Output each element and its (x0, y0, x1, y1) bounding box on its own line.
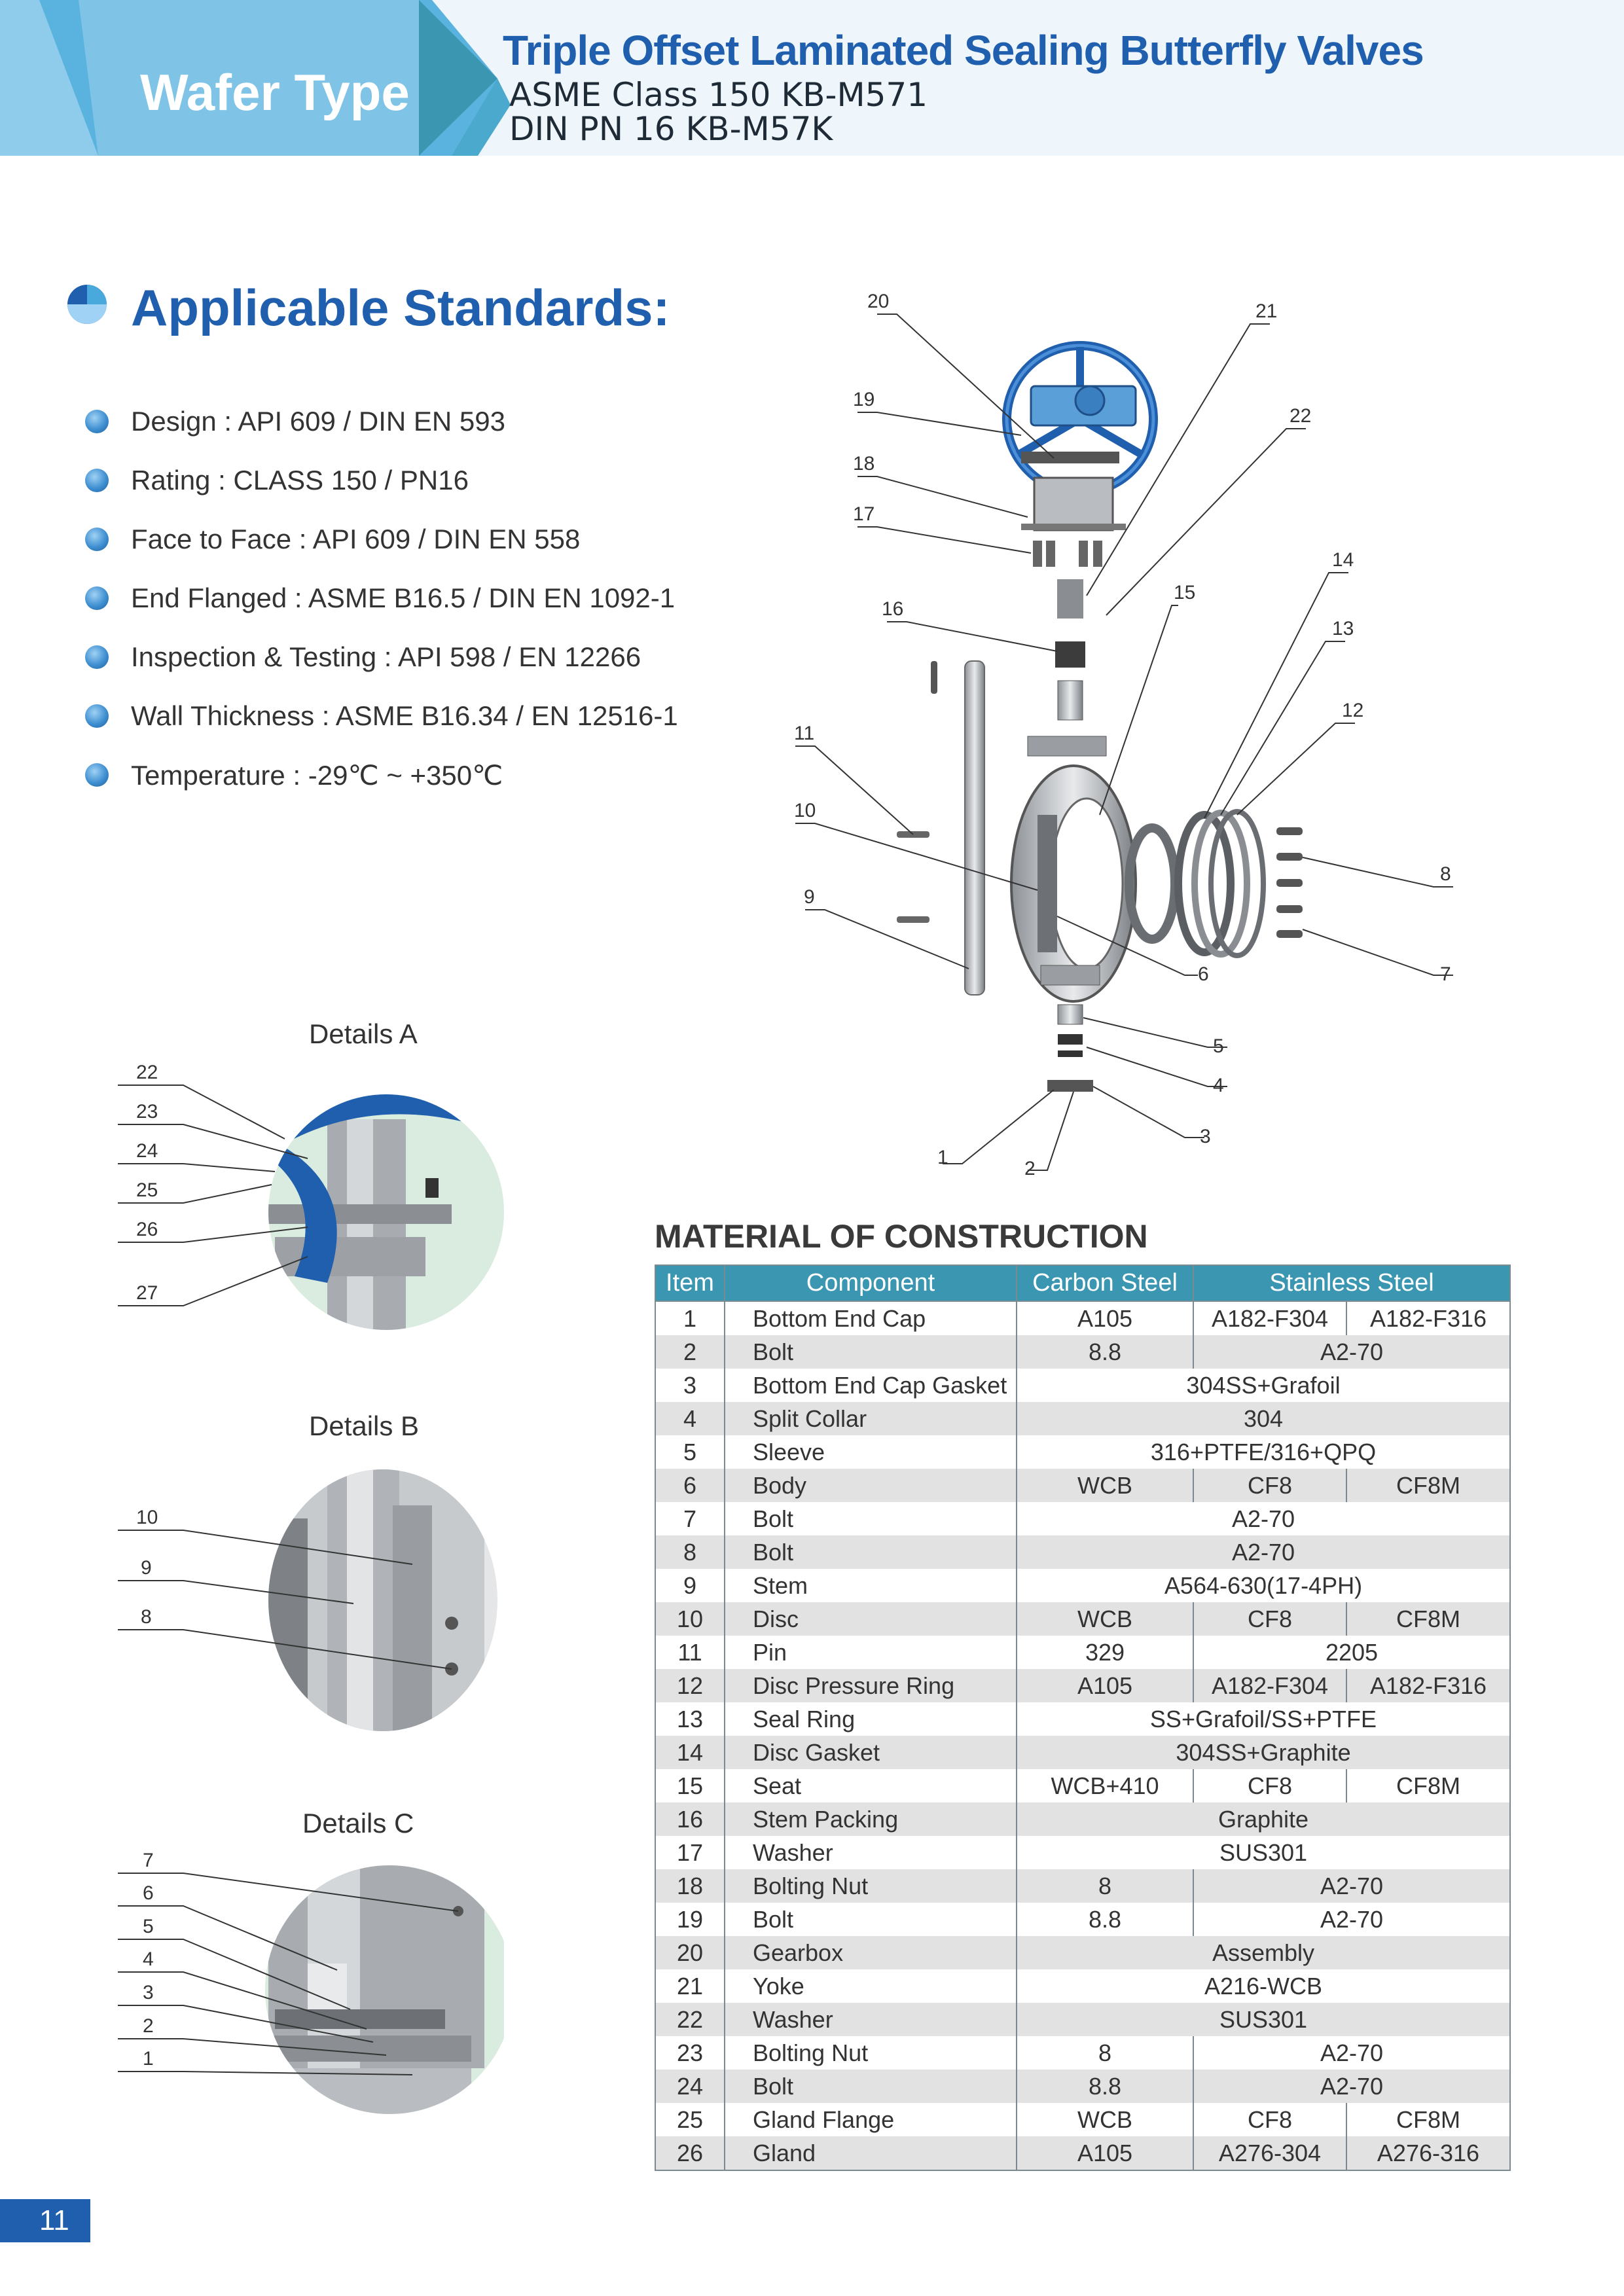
detail-callout: 8 (141, 1606, 152, 1628)
stainless-steel-cell: 2205 (1193, 1636, 1510, 1669)
detail-callout: 2 (143, 2015, 154, 2037)
item-cell: 10 (655, 1602, 725, 1636)
detail-callout: 24 (136, 1140, 158, 1162)
material-title: MATERIAL OF CONSTRUCTION (655, 1218, 1148, 1255)
carbon-steel-cell: 329 (1017, 1636, 1193, 1669)
table-row (655, 1636, 1510, 1669)
item-cell: 18 (655, 1869, 725, 1903)
detail-callout: 23 (136, 1101, 158, 1122)
component-cell: Yoke (725, 1969, 1017, 2003)
header-stainless-steel: Stainless Steel (1193, 1265, 1510, 1301)
component-cell: Gland Flange (725, 2103, 1017, 2136)
detail-callout: 25 (136, 1179, 158, 1201)
material-cell: A564-630(17-4PH) (1017, 1569, 1510, 1602)
item-cell: 2 (655, 1335, 725, 1369)
table-row (655, 2070, 1510, 2103)
diagram-callout: 17 (853, 503, 875, 525)
diagram-callout: 8 (1440, 863, 1451, 885)
item-cell: 8 (655, 1535, 725, 1569)
stainless-316-cell: CF8M (1346, 1469, 1510, 1502)
material-table-body (655, 1301, 1510, 2170)
diagram-callout: 3 (1200, 1126, 1211, 1147)
material-cell: 316+PTFE/316+QPQ (1017, 1435, 1510, 1469)
standard-item: Design : API 609 / DIN EN 593 (85, 402, 505, 441)
item-cell: 20 (655, 1936, 725, 1969)
diagram-callout: 1 (937, 1147, 948, 1168)
component-cell: Bolting Nut (725, 2036, 1017, 2070)
valve-body (1011, 736, 1136, 1001)
table-row (655, 1969, 1510, 2003)
material-cell: SUS301 (1017, 2003, 1510, 2036)
component-cell: Washer (725, 1836, 1017, 1869)
table-row (655, 2036, 1510, 2070)
page-title: Triple Offset Laminated Sealing Butterfly Valves (503, 27, 1424, 74)
stainless-316-cell: A276-316 (1346, 2136, 1510, 2170)
table-row (655, 1502, 1510, 1535)
item-cell: 21 (655, 1969, 725, 2003)
item-cell: 26 (655, 2136, 725, 2170)
component-cell: Washer (725, 2003, 1017, 2036)
model-line-asme: ASME Class 150 KB-M571 (509, 76, 928, 114)
item-cell: 12 (655, 1669, 725, 1702)
item-cell: 23 (655, 2036, 725, 2070)
component-cell: Sleeve (725, 1435, 1017, 1469)
detail-callout: 7 (143, 1850, 154, 1871)
handwheel-gearbox (1007, 346, 1153, 492)
table-row (655, 1335, 1510, 1369)
item-cell: 6 (655, 1469, 725, 1502)
diagram-callout: 9 (804, 886, 815, 908)
diagram-callout: 15 (1174, 582, 1196, 603)
stainless-steel-cell: A2-70 (1193, 2036, 1510, 2070)
stainless-304-cell: CF8 (1193, 1769, 1346, 1803)
stainless-304-cell: A182-F304 (1193, 1301, 1346, 1335)
standard-item: End Flanged : ASME B16.5 / DIN EN 1092-1 (85, 579, 675, 618)
detail-callout: 22 (136, 1062, 158, 1083)
standards-title: Applicable Standards: (131, 279, 670, 336)
item-cell: 14 (655, 1736, 725, 1769)
section-circle-icon (65, 283, 109, 326)
standard-item: Rating : CLASS 150 / PN16 (85, 461, 469, 500)
material-cell: A2-70 (1017, 1535, 1510, 1569)
material-cell: Assembly (1017, 1936, 1510, 1969)
material-cell: SS+Grafoil/SS+PTFE (1017, 1702, 1510, 1736)
material-cell: 304 (1017, 1402, 1510, 1435)
diagram-callout: 18 (853, 453, 875, 475)
item-cell: 9 (655, 1569, 725, 1602)
carbon-steel-cell: WCB+410 (1017, 1769, 1193, 1803)
table-row (655, 1535, 1510, 1569)
bullet-icon (85, 704, 109, 728)
component-cell: Split Collar (725, 1402, 1017, 1435)
carbon-steel-cell: A105 (1017, 1669, 1193, 1702)
diagram-callout: 22 (1290, 405, 1312, 427)
model-line-din: DIN PN 16 KB-M57K (509, 110, 833, 148)
detail-callout: 1 (143, 2048, 154, 2070)
item-cell: 24 (655, 2070, 725, 2103)
detail-callout: 9 (141, 1557, 152, 1579)
diagram-callout: 4 (1213, 1075, 1224, 1096)
details-a-graphic (111, 1060, 504, 1348)
table-row (655, 1836, 1510, 1869)
item-cell: 13 (655, 1702, 725, 1736)
table-row (655, 1736, 1510, 1769)
exploded-valve-diagram (772, 288, 1492, 1198)
carbon-steel-cell: WCB (1017, 2103, 1193, 2136)
table-row (655, 2003, 1510, 2036)
detail-callout: 27 (136, 1282, 158, 1304)
carbon-steel-cell: A105 (1017, 2136, 1193, 2170)
table-row (655, 1769, 1510, 1803)
header-carbon-steel: Carbon Steel (1017, 1265, 1193, 1301)
bullet-icon (85, 410, 109, 433)
table-row (655, 1936, 1510, 1969)
item-cell: 3 (655, 1369, 725, 1402)
material-cell: A2-70 (1017, 1502, 1510, 1535)
diagram-callout: 10 (794, 800, 816, 821)
item-cell: 15 (655, 1769, 725, 1803)
component-cell: Bolt (725, 1502, 1017, 1535)
section-label: Wafer Type (140, 63, 410, 121)
stainless-304-cell: CF8 (1193, 1469, 1346, 1502)
carbon-steel-cell: 8.8 (1017, 1903, 1193, 1936)
page-number: 11 (39, 2204, 69, 2236)
details-c-title: Details C (302, 1808, 414, 1839)
details-b-graphic (111, 1453, 504, 1748)
diagram-callout: 16 (882, 598, 904, 620)
stainless-316-cell: CF8M (1346, 1602, 1510, 1636)
component-cell: Bolt (725, 2070, 1017, 2103)
table-row (655, 1402, 1510, 1435)
details-b-title: Details B (309, 1410, 420, 1441)
diagram-callout: 13 (1332, 618, 1354, 639)
bullet-icon (85, 469, 109, 492)
carbon-steel-cell: 8 (1017, 2036, 1193, 2070)
stainless-316-cell: CF8M (1346, 1769, 1510, 1803)
item-cell: 17 (655, 1836, 725, 1869)
stainless-316-cell: CF8M (1346, 2103, 1510, 2136)
component-cell: Pin (725, 1636, 1017, 1669)
material-cell: 304SS+Graphite (1017, 1736, 1510, 1769)
diagram-callout: 20 (867, 291, 890, 312)
table-row (655, 1569, 1510, 1602)
component-cell: Stem (725, 1569, 1017, 1602)
component-cell: Body (725, 1469, 1017, 1502)
item-cell: 1 (655, 1301, 725, 1335)
carbon-steel-cell: A105 (1017, 1301, 1193, 1335)
details-a-title: Details A (309, 1018, 418, 1049)
details-c-graphic (111, 1846, 504, 2121)
stainless-steel-cell: A2-70 (1193, 1869, 1510, 1903)
item-cell: 16 (655, 1803, 725, 1836)
carbon-steel-cell: 8 (1017, 1869, 1193, 1903)
component-cell: Bottom End Cap Gasket (725, 1369, 1017, 1402)
table-row (655, 1903, 1510, 1936)
bullet-icon (85, 763, 109, 787)
item-cell: 22 (655, 2003, 725, 2036)
table-row (655, 2103, 1510, 2136)
diagram-callout: 12 (1342, 700, 1364, 721)
stainless-316-cell: A182-F316 (1346, 1669, 1510, 1702)
table-row (655, 2136, 1510, 2170)
bullet-icon (85, 528, 109, 551)
component-cell: Disc (725, 1602, 1017, 1636)
stainless-316-cell: A182-F316 (1346, 1301, 1510, 1335)
header-item: Item (655, 1265, 725, 1301)
bullet-icon (85, 645, 109, 669)
diagram-callout: 7 (1440, 963, 1451, 985)
component-cell: Bolt (725, 1535, 1017, 1569)
component-cell: Gearbox (725, 1936, 1017, 1969)
item-cell: 25 (655, 2103, 725, 2136)
detail-callout: 5 (143, 1916, 154, 1937)
item-cell: 19 (655, 1903, 725, 1936)
material-cell: Graphite (1017, 1803, 1510, 1836)
material-table (655, 1265, 1511, 2171)
stainless-steel-cell: A2-70 (1193, 1903, 1510, 1936)
component-cell: Stem Packing (725, 1803, 1017, 1836)
component-cell: Bolting Nut (725, 1869, 1017, 1903)
detail-callout: 6 (143, 1882, 154, 1904)
component-cell: Seal Ring (725, 1702, 1017, 1736)
carbon-steel-cell: WCB (1017, 1602, 1193, 1636)
diagram-callout: 2 (1024, 1158, 1036, 1179)
item-cell: 11 (655, 1636, 725, 1669)
table-row (655, 1369, 1510, 1402)
component-cell: Seat (725, 1769, 1017, 1803)
stainless-304-cell: A182-F304 (1193, 1669, 1346, 1702)
table-row (655, 1435, 1510, 1469)
material-cell: SUS301 (1017, 1836, 1510, 1869)
item-cell: 4 (655, 1402, 725, 1435)
detail-callout: 3 (143, 1982, 154, 2003)
material-cell: 304SS+Grafoil (1017, 1369, 1510, 1402)
component-cell: Disc Pressure Ring (725, 1669, 1017, 1702)
detail-callout: 4 (143, 1948, 154, 1970)
table-row (655, 1869, 1510, 1903)
standard-item: Temperature : -29℃ ~ +350℃ (85, 755, 503, 795)
diagram-callout: 19 (853, 389, 875, 410)
component-cell: Disc Gasket (725, 1736, 1017, 1769)
bullet-icon (85, 586, 109, 610)
table-row (655, 1301, 1510, 1335)
standard-item: Face to Face : API 609 / DIN EN 558 (85, 520, 580, 559)
component-cell: Bolt (725, 1335, 1017, 1369)
diagram-callout: 21 (1255, 300, 1278, 322)
table-row (655, 1602, 1510, 1636)
table-row (655, 1803, 1510, 1836)
material-cell: A216-WCB (1017, 1969, 1510, 2003)
carbon-steel-cell: 8.8 (1017, 1335, 1193, 1369)
component-cell: Bolt (725, 1903, 1017, 1936)
carbon-steel-cell: 8.8 (1017, 2070, 1193, 2103)
diagram-callout: 11 (794, 723, 815, 744)
standard-item: Inspection & Testing : API 598 / EN 12266 (85, 637, 641, 677)
standard-item: Wall Thickness : ASME B16.34 / EN 12516-1 (85, 696, 678, 736)
table-row (655, 1669, 1510, 1702)
stainless-steel-cell: A2-70 (1193, 2070, 1510, 2103)
component-cell: Bottom End Cap (725, 1301, 1017, 1335)
item-cell: 5 (655, 1435, 725, 1469)
detail-callout: 26 (136, 1219, 158, 1240)
table-header-row (655, 1265, 1510, 1301)
diagram-callout: 6 (1198, 963, 1209, 985)
stainless-304-cell: CF8 (1193, 1602, 1346, 1636)
stainless-steel-cell: A2-70 (1193, 1335, 1510, 1369)
diagram-callout: 5 (1213, 1035, 1224, 1057)
carbon-steel-cell: WCB (1017, 1469, 1193, 1502)
detail-callout: 10 (136, 1507, 158, 1528)
item-cell: 7 (655, 1502, 725, 1535)
stainless-304-cell: A276-304 (1193, 2136, 1346, 2170)
header-component: Component (725, 1265, 1017, 1301)
table-row (655, 1469, 1510, 1502)
component-cell: Gland (725, 2136, 1017, 2170)
diagram-callout: 14 (1332, 549, 1354, 571)
stainless-304-cell: CF8 (1193, 2103, 1346, 2136)
table-row (655, 1702, 1510, 1736)
